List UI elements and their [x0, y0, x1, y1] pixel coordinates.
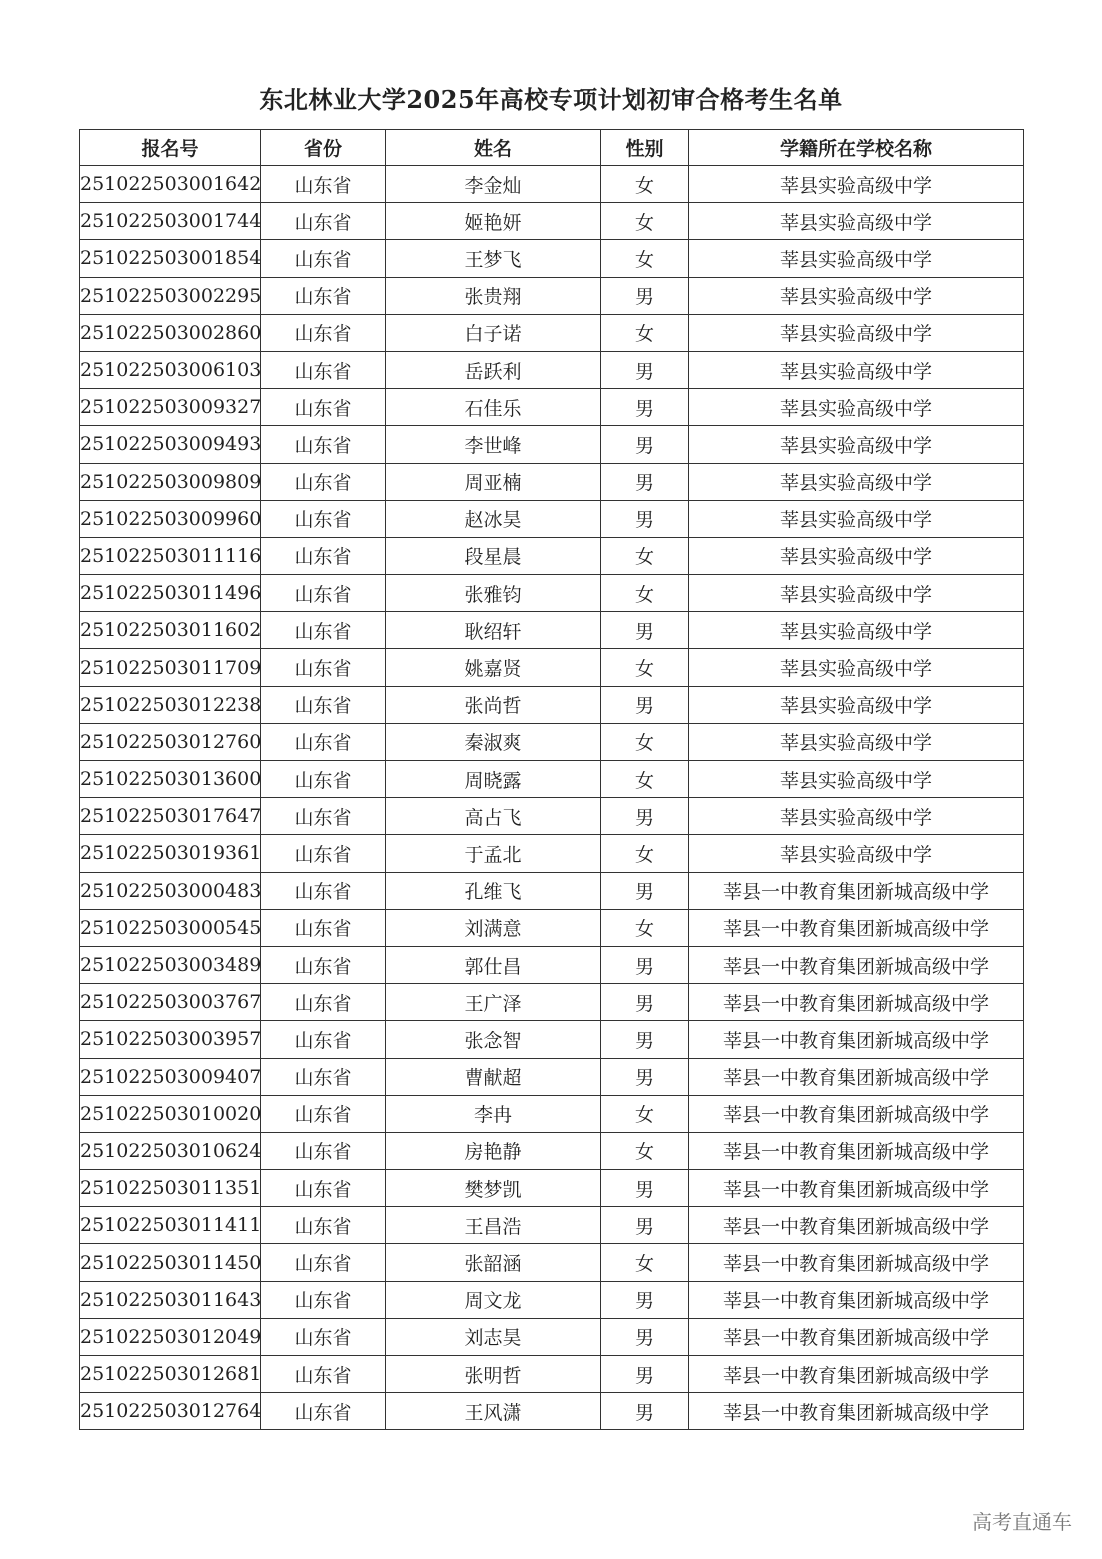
province-cell: 山东省: [261, 1058, 386, 1095]
registration-number-cell: 251022503001854: [80, 240, 261, 277]
gender-cell: 男: [601, 351, 689, 388]
table-row: [80, 761, 1024, 798]
table-row: [80, 426, 1024, 463]
school-cell: 莘县一中教育集团新城高级中学: [689, 1356, 1024, 1393]
gender-cell: 女: [601, 723, 689, 760]
province-cell: 山东省: [261, 872, 386, 909]
gender-cell: 女: [601, 761, 689, 798]
registration-number-cell: 251022503011116: [80, 537, 261, 574]
gender-cell: 男: [601, 798, 689, 835]
gender-cell: 女: [601, 537, 689, 574]
table-row: [80, 723, 1024, 760]
name-cell: 于孟北: [386, 835, 601, 872]
header-name: 姓名: [386, 130, 601, 166]
name-cell: 高占飞: [386, 798, 601, 835]
province-cell: 山东省: [261, 1170, 386, 1207]
gender-cell: 女: [601, 314, 689, 351]
table-row: [80, 500, 1024, 537]
registration-number-cell: 251022503012760: [80, 723, 261, 760]
table-row: [80, 277, 1024, 314]
school-cell: 莘县实验高级中学: [689, 277, 1024, 314]
registration-number-cell: 251022503000483: [80, 872, 261, 909]
school-cell: 莘县实验高级中学: [689, 761, 1024, 798]
registration-number-cell: 251022503011496: [80, 575, 261, 612]
registration-number-cell: 251022503019361: [80, 835, 261, 872]
registration-number-cell: 251022503006103: [80, 351, 261, 388]
table-row: [80, 1132, 1024, 1169]
table-row: [80, 1021, 1024, 1058]
name-cell: 周亚楠: [386, 463, 601, 500]
table-row: [80, 1393, 1024, 1430]
school-cell: 莘县实验高级中学: [689, 463, 1024, 500]
registration-number-cell: 251022503011602: [80, 612, 261, 649]
name-cell: 张尚哲: [386, 686, 601, 723]
table-row: [80, 203, 1024, 240]
province-cell: 山东省: [261, 946, 386, 983]
table-row: [80, 1058, 1024, 1095]
school-cell: 莘县一中教育集团新城高级中学: [689, 1058, 1024, 1095]
name-cell: 樊梦凯: [386, 1170, 601, 1207]
table-row: [80, 872, 1024, 909]
gender-cell: 男: [601, 612, 689, 649]
school-cell: 莘县实验高级中学: [689, 686, 1024, 723]
registration-number-cell: 251022503009960: [80, 500, 261, 537]
table-row: [80, 1244, 1024, 1281]
name-cell: 张明哲: [386, 1356, 601, 1393]
table-row: [80, 835, 1024, 872]
registration-number-cell: 251022503002295: [80, 277, 261, 314]
registration-number-cell: 251022503011411: [80, 1207, 261, 1244]
school-cell: 莘县一中教育集团新城高级中学: [689, 1281, 1024, 1318]
gender-cell: 男: [601, 500, 689, 537]
table-row: [80, 1281, 1024, 1318]
school-cell: 莘县一中教育集团新城高级中学: [689, 1021, 1024, 1058]
gender-cell: 女: [601, 240, 689, 277]
header-province: 省份: [261, 130, 386, 166]
school-cell: 莘县一中教育集团新城高级中学: [689, 1318, 1024, 1355]
name-cell: 秦淑爽: [386, 723, 601, 760]
candidate-table: [79, 129, 1024, 1430]
gender-cell: 女: [601, 166, 689, 203]
gender-cell: 男: [601, 686, 689, 723]
table-body: [80, 166, 1024, 1430]
school-cell: 莘县一中教育集团新城高级中学: [689, 872, 1024, 909]
province-cell: 山东省: [261, 1207, 386, 1244]
registration-number-cell: 251022503009327: [80, 389, 261, 426]
gender-cell: 男: [601, 463, 689, 500]
school-cell: 莘县实验高级中学: [689, 537, 1024, 574]
gender-cell: 男: [601, 426, 689, 463]
registration-number-cell: 251022503003767: [80, 984, 261, 1021]
registration-number-cell: 251022503009407: [80, 1058, 261, 1095]
table-row: [80, 575, 1024, 612]
name-cell: 张贵翔: [386, 277, 601, 314]
name-cell: 周晓露: [386, 761, 601, 798]
gender-cell: 男: [601, 1356, 689, 1393]
gender-cell: 男: [601, 872, 689, 909]
table-row: [80, 1170, 1024, 1207]
school-cell: 莘县实验高级中学: [689, 351, 1024, 388]
gender-cell: 男: [601, 1021, 689, 1058]
name-cell: 李世峰: [386, 426, 601, 463]
name-cell: 王广泽: [386, 984, 601, 1021]
name-cell: 周文龙: [386, 1281, 601, 1318]
school-cell: 莘县一中教育集团新城高级中学: [689, 909, 1024, 946]
registration-number-cell: 251022503002860: [80, 314, 261, 351]
school-cell: 莘县实验高级中学: [689, 835, 1024, 872]
province-cell: 山东省: [261, 1393, 386, 1430]
province-cell: 山东省: [261, 240, 386, 277]
school-cell: 莘县实验高级中学: [689, 240, 1024, 277]
registration-number-cell: 251022503001642: [80, 166, 261, 203]
gender-cell: 男: [601, 1393, 689, 1430]
school-cell: 莘县实验高级中学: [689, 426, 1024, 463]
province-cell: 山东省: [261, 835, 386, 872]
gender-cell: 女: [601, 1244, 689, 1281]
province-cell: 山东省: [261, 500, 386, 537]
gender-cell: 女: [601, 649, 689, 686]
province-cell: 山东省: [261, 984, 386, 1021]
province-cell: 山东省: [261, 1095, 386, 1132]
school-cell: 莘县实验高级中学: [689, 612, 1024, 649]
school-cell: 莘县一中教育集团新城高级中学: [689, 1132, 1024, 1169]
table-row: [80, 389, 1024, 426]
name-cell: 曹献超: [386, 1058, 601, 1095]
registration-number-cell: 251022503012238: [80, 686, 261, 723]
name-cell: 张念智: [386, 1021, 601, 1058]
province-cell: 山东省: [261, 723, 386, 760]
name-cell: 段星晨: [386, 537, 601, 574]
name-cell: 刘满意: [386, 909, 601, 946]
school-cell: 莘县实验高级中学: [689, 723, 1024, 760]
province-cell: 山东省: [261, 686, 386, 723]
school-cell: 莘县一中教育集团新城高级中学: [689, 1393, 1024, 1430]
name-cell: 王昌浩: [386, 1207, 601, 1244]
name-cell: 石佳乐: [386, 389, 601, 426]
province-cell: 山东省: [261, 537, 386, 574]
gender-cell: 男: [601, 984, 689, 1021]
gender-cell: 男: [601, 1281, 689, 1318]
registration-number-cell: 251022503017647: [80, 798, 261, 835]
name-cell: 张韶涵: [386, 1244, 601, 1281]
name-cell: 刘志昊: [386, 1318, 601, 1355]
gender-cell: 女: [601, 1095, 689, 1132]
gender-cell: 男: [601, 389, 689, 426]
province-cell: 山东省: [261, 351, 386, 388]
gender-cell: 男: [601, 1170, 689, 1207]
province-cell: 山东省: [261, 761, 386, 798]
school-cell: 莘县实验高级中学: [689, 500, 1024, 537]
province-cell: 山东省: [261, 389, 386, 426]
header-registration-number: 报名号: [80, 130, 261, 166]
name-cell: 耿绍轩: [386, 612, 601, 649]
document-title: 东北林业大学2025年高校专项计划初审合格考生名单: [259, 85, 843, 114]
school-cell: 莘县实验高级中学: [689, 798, 1024, 835]
province-cell: 山东省: [261, 166, 386, 203]
province-cell: 山东省: [261, 314, 386, 351]
registration-number-cell: 251022503010624: [80, 1132, 261, 1169]
registration-number-cell: 251022503011709: [80, 649, 261, 686]
gender-cell: 女: [601, 835, 689, 872]
registration-number-cell: 251022503013600: [80, 761, 261, 798]
province-cell: 山东省: [261, 203, 386, 240]
gender-cell: 女: [601, 909, 689, 946]
registration-number-cell: 251022503003489: [80, 946, 261, 983]
province-cell: 山东省: [261, 1356, 386, 1393]
name-cell: 王风潇: [386, 1393, 601, 1430]
name-cell: 张雅钧: [386, 575, 601, 612]
province-cell: 山东省: [261, 1132, 386, 1169]
gender-cell: 女: [601, 203, 689, 240]
table-row: [80, 1095, 1024, 1132]
gender-cell: 男: [601, 1058, 689, 1095]
table-row: [80, 984, 1024, 1021]
name-cell: 郭仕昌: [386, 946, 601, 983]
province-cell: 山东省: [261, 1318, 386, 1355]
name-cell: 房艳静: [386, 1132, 601, 1169]
table-row: [80, 166, 1024, 203]
province-cell: 山东省: [261, 463, 386, 500]
province-cell: 山东省: [261, 1244, 386, 1281]
table-row: [80, 537, 1024, 574]
school-cell: 莘县实验高级中学: [689, 314, 1024, 351]
gender-cell: 男: [601, 277, 689, 314]
registration-number-cell: 251022503009809: [80, 463, 261, 500]
gender-cell: 女: [601, 1132, 689, 1169]
province-cell: 山东省: [261, 1281, 386, 1318]
table-header-row: [80, 130, 1024, 166]
school-cell: 莘县一中教育集团新城高级中学: [689, 984, 1024, 1021]
table-row: [80, 351, 1024, 388]
province-cell: 山东省: [261, 575, 386, 612]
school-cell: 莘县一中教育集团新城高级中学: [689, 1170, 1024, 1207]
table-row: [80, 240, 1024, 277]
school-cell: 莘县实验高级中学: [689, 389, 1024, 426]
school-cell: 莘县一中教育集团新城高级中学: [689, 1244, 1024, 1281]
school-cell: 莘县一中教育集团新城高级中学: [689, 1095, 1024, 1132]
province-cell: 山东省: [261, 798, 386, 835]
header-gender: 性别: [601, 130, 689, 166]
name-cell: 岳跃利: [386, 351, 601, 388]
name-cell: 白子诺: [386, 314, 601, 351]
province-cell: 山东省: [261, 649, 386, 686]
name-cell: 赵冰昊: [386, 500, 601, 537]
table-row: [80, 612, 1024, 649]
name-cell: 王梦飞: [386, 240, 601, 277]
registration-number-cell: 251022503001744: [80, 203, 261, 240]
registration-number-cell: 251022503011643: [80, 1281, 261, 1318]
registration-number-cell: 251022503009493: [80, 426, 261, 463]
name-cell: 孔维飞: [386, 872, 601, 909]
table-row: [80, 314, 1024, 351]
registration-number-cell: 251022503000545: [80, 909, 261, 946]
school-cell: 莘县实验高级中学: [689, 166, 1024, 203]
registration-number-cell: 251022503012764: [80, 1393, 261, 1430]
table-row: [80, 946, 1024, 983]
name-cell: 李冉: [386, 1095, 601, 1132]
registration-number-cell: 251022503012049: [80, 1318, 261, 1355]
table-row: [80, 463, 1024, 500]
province-cell: 山东省: [261, 277, 386, 314]
table-row: [80, 1318, 1024, 1355]
province-cell: 山东省: [261, 1021, 386, 1058]
registration-number-cell: 251022503003957: [80, 1021, 261, 1058]
school-cell: 莘县一中教育集团新城高级中学: [689, 946, 1024, 983]
gender-cell: 男: [601, 946, 689, 983]
watermark: 高考直通车: [972, 1510, 1072, 1534]
registration-number-cell: 251022503010020: [80, 1095, 261, 1132]
table-row: [80, 909, 1024, 946]
gender-cell: 男: [601, 1318, 689, 1355]
province-cell: 山东省: [261, 426, 386, 463]
school-cell: 莘县实验高级中学: [689, 203, 1024, 240]
header-school: 学籍所在学校名称: [689, 130, 1024, 166]
table-row: [80, 686, 1024, 723]
name-cell: 姬艳妍: [386, 203, 601, 240]
registration-number-cell: 251022503012681: [80, 1356, 261, 1393]
gender-cell: 女: [601, 575, 689, 612]
table-row: [80, 649, 1024, 686]
name-cell: 李金灿: [386, 166, 601, 203]
school-cell: 莘县实验高级中学: [689, 649, 1024, 686]
table-row: [80, 1207, 1024, 1244]
table-row: [80, 1356, 1024, 1393]
school-cell: 莘县实验高级中学: [689, 575, 1024, 612]
registration-number-cell: 251022503011450: [80, 1244, 261, 1281]
name-cell: 姚嘉贤: [386, 649, 601, 686]
table-row: [80, 798, 1024, 835]
registration-number-cell: 251022503011351: [80, 1170, 261, 1207]
province-cell: 山东省: [261, 909, 386, 946]
gender-cell: 男: [601, 1207, 689, 1244]
school-cell: 莘县一中教育集团新城高级中学: [689, 1207, 1024, 1244]
province-cell: 山东省: [261, 612, 386, 649]
